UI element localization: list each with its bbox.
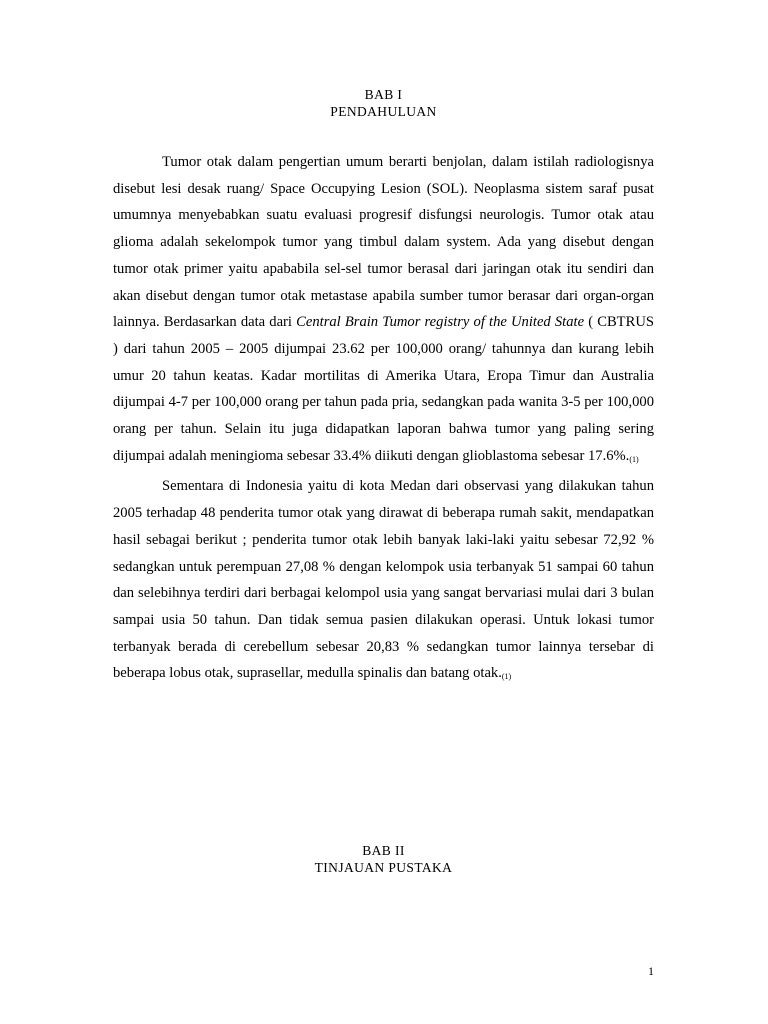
paragraph-1-text-a: Tumor otak dalam pengertian umum berarti benjolan, dalam istilah radiologisnya disebut lesi desak ruang/ Space Occupying Lesion (SOL). Neoplasma sistem saraf pusat umumnya menyebabkan suatu evaluasi progresif disfungsi neurologis. Tumor otak atau glioma adalah sekelompok tumor yang timbul dalam system. Ada yang disebut dengan tumor otak primer yaitu apababila sel-sel tumor berasal dari jaringan otak itu sendiri dan akan disebut dengan tumor otak metastase apabila sumber tumor berasar dari organ-organ lainnya. Berdasarkan data dari xyxy=(113,154,654,331)
chapter-1-body xyxy=(113,149,654,691)
chapter-2-heading xyxy=(113,842,654,876)
paragraph-1-italic-source: Central Brain Tumor registry of the United State xyxy=(296,314,585,331)
paragraph-2-text: Sementara di Indonesia yaitu di kota Medan dari observasi yang dilakukan tahun 2005 terhadap 48 penderita tumor otak yang dirawat di beberapa rumah sakit, mendapatkan hasil sebagai berikut ; penderita tumor otak lebih banyak laki-laki yaitu sebesar 72,92 % sedangkan untuk perempuan 27,08 % dengan kelompok usia terbanyak 51 sampai 60 tahun dan selebihnya terdiri dari berbagai kelompol usia yang sangat bervariasi mulai dari 3 bulan sampai usia 50 tahun. Dan tidak semua pasien dilakukan operasi. Untuk lokasi tumor terbanyak berada di cerebellum sebesar 20,83 % sedangkan tumor lainnya tersebar di beberapa lobus otak, suprasellar, medulla spinalis dan batang otak. xyxy=(113,478,654,682)
paragraph-1-text-b: ( CBTRUS ) dari tahun 2005 – 2005 dijumpai 23.62 per 100,000 orang/ tahunnya dan kurang lebih umur 20 tahun keatas. Kadar mortilitas di Amerika Utara, Eropa Timur dan Australia dijumpai 4-7 per 100,000 orang per tahun pada pria, sedangkan pada wanita 3-5 per 100,000 orang per tahun. Selain itu juga didapatkan laporan bahwa tumor yang paling sering dijumpai adalah meningioma sebesar 33.4% diikuti dengan glioblastoma sebesar 17.6%. xyxy=(113,314,654,464)
paragraph-2 xyxy=(113,473,654,691)
chapter-1-title: BAB I xyxy=(364,87,403,102)
paragraph-1 xyxy=(113,149,654,473)
chapter-2-subtitle: TINJAUAN PUSTAKA xyxy=(314,860,453,875)
chapter-2-title: BAB II xyxy=(362,843,405,858)
page-number: 1 xyxy=(648,964,654,978)
paragraph-1-citation: (1) xyxy=(629,454,639,464)
paragraph-2-citation: (1) xyxy=(501,672,512,682)
chapter-1-heading xyxy=(113,86,654,120)
chapter-1-subtitle: PENDAHULUAN xyxy=(330,104,437,119)
